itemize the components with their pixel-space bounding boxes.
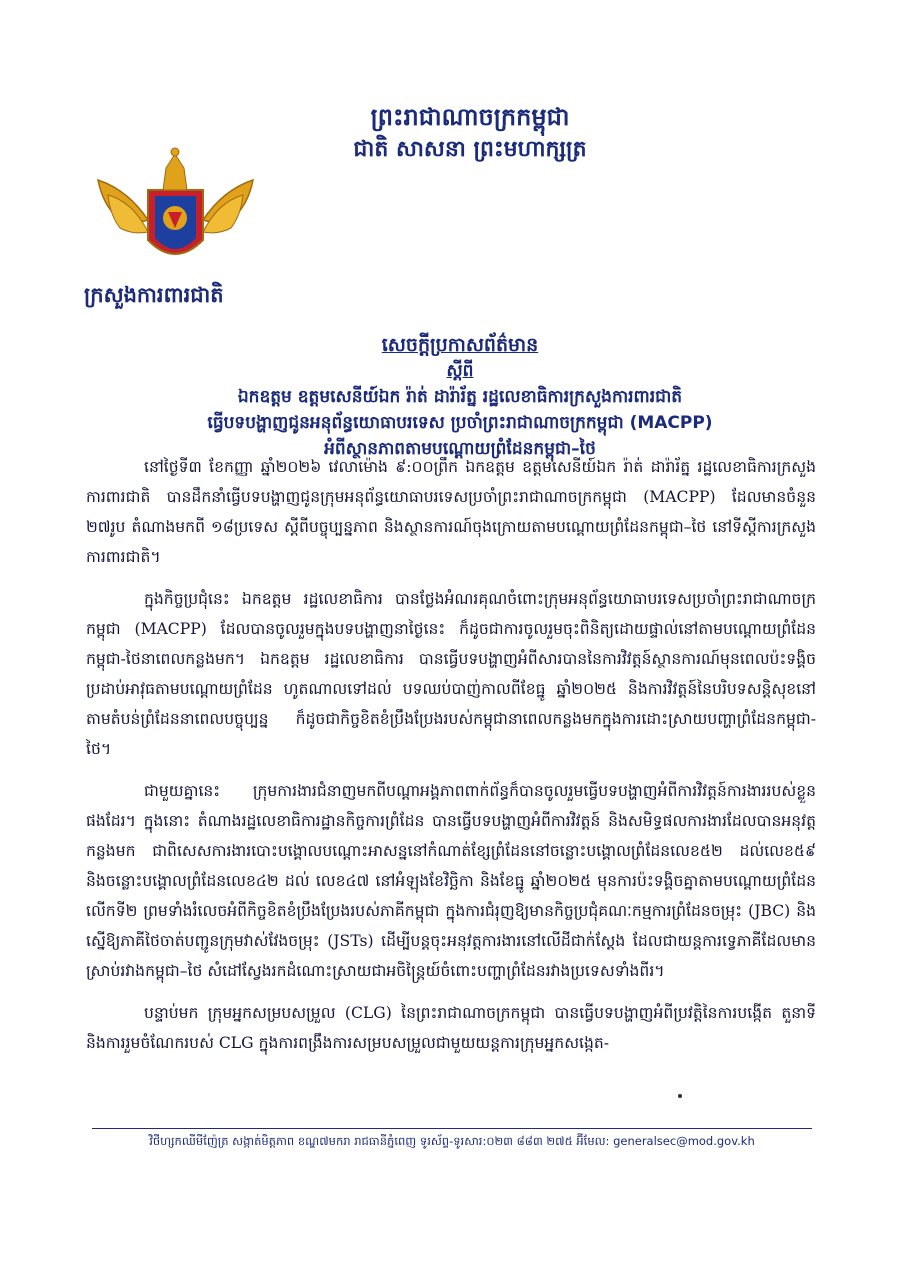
paragraph-2: ក្នុងកិច្ចប្រជុំនេះ ឯកឧត្តម រដ្ឋលេខាធិការ បានថ្លែងអំណរគុណចំពោះក្រុមអនុព័ន្ធយោធាបរទេសប្រចាំព្រះរាជាណាចក្រកម្ពុជា (MACPP) ដែលបានចូលរួមក្នុងបទបង្ហាញនាថ្ងៃនេះ ក៏ដូចជាការចូលរួមចុះពិនិត្យដោយផ្ទាល់នៅតាមបណ្តោយព្រំដែនកម្ពុជា-ថៃនាពេលកន្លងមក។ ឯកឧត្តម រដ្ឋលេខាធិការ បានធ្វើបទបង្ហាញអំពីសារបាននៃការវិវត្តន៍ស្ថានការណ៍មុនពេលប៉ះទង្គិចប្រដាប់អាវុធតាមបណ្តោយព្រំដែន ហូតណាលទៅដល់ បទឈប់បាញ់កាលពីខែធ្នូ ឆ្នាំ២០២៥ និងការវិវត្តន៍នៃបរិបទសន្តិសុខនៅតាមតំបន់ព្រំដែននាពេលបច្ចុប្បន្ន ក៏ដូចជាកិច្ចខិតខំប្រឹងប្រែងរបស់កម្ពុជានាពេលកន្លងមកក្នុងការដោះស្រាយបញ្ហាព្រំដែនកម្ពុជា-ថៃ។ bbox=[86, 590, 816, 758]
title-line-1: សេចក្តីប្រកាសព័ត៌មាន bbox=[381, 334, 539, 356]
footer-address: វិថីហ្សកឈីមីញ៉ែត្រ សង្កាត់មិត្តភាព ខណ្ឌ៧មករា រាជធានីភ្នំពេញ ទូរស័ព្ទ-ទូរសារ:០២៣ ៨៨៣ ២៧៥ អ៊ីមែល: generalsec@mod.gov.kh bbox=[149, 1134, 755, 1148]
paragraph-1: នៅថ្ងៃទី៣ ខែកញ្ញា ឆ្នាំ២០២៦ វេលាម៉ោង ៩:០០ព្រឹក ឯកឧត្តម ឧត្តមសេនីយ៍ឯក រ៉ាត់ ដារ៉ារ័ត្ន រដ្ឋលេខាធិការក្រសួងការពារជាតិ បានដឹកនាំធ្វើបទបង្ហាញជូនក្រុមអនុព័ន្ធយោធាបរទេសប្រចាំព្រះរាជាណាចក្រកម្ពុជា (MACPP) ដែលមានចំនួន ២៧រូប តំណាងមកពី ១៨ប្រទេស ស្តីពីបច្ចុប្បន្នភាព និងស្ថានការណ៍ចុងក្រោយតាមបណ្តោយព្រំដែនកម្ពុជា–ថៃ នៅទីស្តីការក្រសួងការពារជាតិ។ bbox=[86, 458, 816, 566]
kingdom-name: ព្រះរាជាណាចក្រកម្ពុជា bbox=[370, 103, 570, 131]
title-line-2: ស្តីពី bbox=[446, 361, 474, 381]
footer-divider bbox=[92, 1128, 812, 1129]
national-motto: ជាតិ សាសនា ព្រះមហាក្សត្រ bbox=[353, 137, 587, 162]
page-mark bbox=[678, 1094, 682, 1098]
title-line-4: ធ្វើបទបង្ហាញជូនអនុព័ន្ធយោធាបរទេស ប្រចាំព្រះរាជាណាចក្រកម្ពុជា (MACPP) bbox=[207, 413, 713, 433]
ministry-name: ក្រសួងការពារជាតិ bbox=[84, 283, 224, 307]
paragraph-3: ជាមួយគ្នានេះ ក្រុមការងារជំនាញមកពីបណ្តាអង្គភាពពាក់ព័ន្ធក៏បានចូលរួមធ្វើបទបង្ហាញអំពីការវិវត្តន៍ការងាររបស់ខ្លួនផងដែរ។ ក្នុងនោះ តំណាងរដ្ឋលេខាធិការដ្ឋានកិច្ចការព្រំដែន បានធ្វើបទបង្ហាញអំពីការវិវត្តន៍ និងសមិទ្ធផលការងារដែលបានអនុវត្តកន្លងមក ជាពិសេសការងារបោះបង្គោលបណ្តោះអាសន្ននៅកំណាត់ខ្សែព្រំដែននៅចន្លោះបង្គោលព្រំដែនលេខ៥២ ដល់លេខ៥៩ និងចន្លោះបង្គោលព្រំដែនលេខ៤២ ដល់ លេខ៤៧ នៅអំឡុងខែវិច្ឆិកា និងខែធ្នូ ឆ្នាំ២០២៥ មុនការប៉ះទង្គិចគ្នាតាមបណ្តោយព្រំដែនលើកទី២ ព្រមទាំងរំលេចអំពីកិច្ចខិតខំប្រឹងប្រែងរបស់ភាគីកម្ពុជា ក្នុងការជំរុញឱ្យមានកិច្ចប្រជុំគណៈកម្មការព្រំដែនចម្រុះ (JBC) និងស្នើឱ្យភាគីថៃចាត់បញ្ជូនក្រុមវាស់វែងចម្រុះ (JSTs) ដើម្បីបន្តចុះអនុវត្តការងារនៅលើដីជាក់ស្តែង ដែលជាយន្តការទ្វេភាគីដែលមានស្រាប់រវាងកម្ពុជា–ថៃ សំដៅស្វែងរកដំណោះស្រាយជាអចិន្ត្រៃយ៍ចំពោះបញ្ហាព្រំដែនរវាងប្រទេសទាំងពីរ។ bbox=[86, 782, 816, 980]
title-line-5: អំពីស្ថានភាពតាមបណ្តោយព្រំដែនកម្ពុជា–ថៃ bbox=[324, 439, 596, 459]
ministry-emblem-icon bbox=[88, 140, 263, 280]
document-body bbox=[86, 452, 816, 1070]
document-title bbox=[110, 332, 810, 462]
header-block bbox=[280, 100, 660, 166]
title-line-3: ឯកឧត្តម ឧត្តមសេនីយ៍ឯក រ៉ាត់ ដារ៉ារ័ត្ន រដ្ឋលេខាធិការក្រសួងការពារជាតិ bbox=[237, 387, 683, 407]
paragraph-4: បន្ទាប់មក ក្រុមអ្នកសម្របសម្រួល (CLG) នៃព្រះរាជាណាចក្រកម្ពុជា បានធ្វើបទបង្ហាញអំពីប្រវត្តិនៃការបង្កើត តួនាទី និងការរួមចំណែករបស់ CLG ក្នុងការពង្រឹងការសម្របសម្រួលជាមួយយន្តការក្រុមអ្នកសង្កេត- bbox=[86, 1004, 816, 1052]
